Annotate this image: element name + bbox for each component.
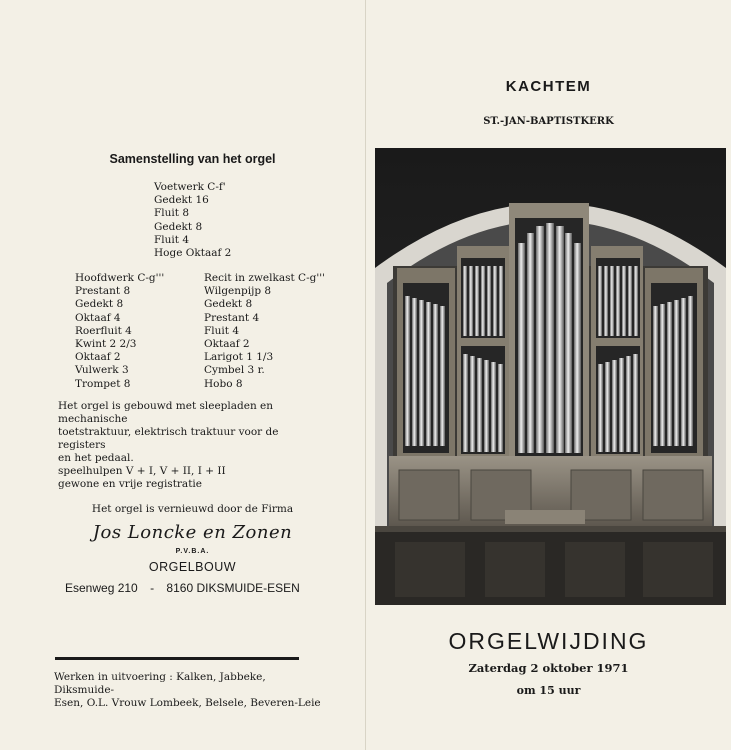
firma-address bbox=[65, 581, 300, 595]
stop-line: Hobo 8 bbox=[204, 377, 243, 390]
stop-line: Voetwerk C-f' bbox=[154, 181, 226, 193]
stop-line: Fluit 8 bbox=[154, 207, 190, 220]
organ-composition-heading: Samenstelling van het orgel bbox=[109, 152, 276, 166]
stop-line: Oktaaf 4 bbox=[75, 311, 121, 324]
pipes-left bbox=[403, 283, 449, 453]
stop-line: Fluit 4 bbox=[204, 324, 240, 337]
address-city: 8160 DIKSMUIDE-ESEN bbox=[166, 581, 300, 595]
firma-name: Jos Loncke en Zonen bbox=[92, 522, 293, 543]
note-line: en het pedaal. bbox=[58, 452, 134, 464]
note-line: toetstraktuur, elektrisch traktuur voor de registers bbox=[58, 426, 279, 451]
church-name: ST.-JAN-BAPTISTKERK bbox=[483, 116, 614, 127]
stop-line: Fluit 4 bbox=[154, 233, 190, 246]
note-line: speelhulpen V + I, V + II, I + II bbox=[58, 465, 226, 477]
stop-line: Hoge Oktaaf 2 bbox=[154, 247, 232, 260]
werken-line: Werken in uitvoering : Kalken, Jabbeke, Diksmuide- bbox=[54, 671, 266, 696]
note-line: Het orgel is gebouwd met sleepladen en mechanische bbox=[58, 400, 274, 425]
stop-line: Prestant 8 bbox=[75, 285, 131, 298]
stop-line: Oktaaf 2 bbox=[75, 351, 121, 364]
divider-rule bbox=[55, 657, 299, 660]
left-panel bbox=[0, 0, 365, 750]
pipes-right bbox=[651, 283, 697, 453]
werken-in-uitvoering bbox=[54, 671, 324, 710]
right-panel bbox=[366, 0, 731, 750]
werken-line: Esen, O.L. Vrouw Lombeek, Belsele, Beveren-Leie bbox=[54, 697, 321, 709]
stop-line: Recit in zwelkast C-g''' bbox=[204, 272, 325, 284]
stop-line: Gedekt 8 bbox=[75, 298, 124, 311]
place-title: KACHTEM bbox=[505, 78, 592, 95]
stop-line: Roerfluit 4 bbox=[75, 324, 132, 337]
pipes-inner-left bbox=[461, 258, 505, 454]
organ-notes bbox=[58, 400, 328, 491]
event-date: Zaterdag 2 oktober 1971 bbox=[468, 661, 629, 675]
pipes-center bbox=[515, 218, 583, 456]
firma-intro: Het orgel is vernieuwd door de Firma bbox=[91, 503, 294, 515]
pedaal-stops bbox=[154, 181, 231, 260]
address-street: Esenweg 210 bbox=[65, 581, 138, 595]
organ-illustration bbox=[375, 148, 726, 605]
stop-line: Gedekt 16 bbox=[154, 194, 209, 207]
orgelbouw-label: ORGELBOUW bbox=[148, 560, 237, 574]
stop-line: Wilgenpijp 8 bbox=[204, 285, 272, 298]
recit-stops bbox=[204, 272, 325, 391]
stop-line: Cymbel 3 r. bbox=[204, 364, 265, 377]
stop-line: Oktaaf 2 bbox=[204, 338, 250, 351]
note-line: gewone en vrije registratie bbox=[58, 478, 202, 490]
stop-line: Trompet 8 bbox=[75, 377, 131, 390]
address-separator: - bbox=[150, 581, 155, 595]
stop-line: Vulwerk 3 bbox=[75, 364, 129, 377]
stop-line: Gedekt 8 bbox=[154, 220, 203, 233]
stop-line: Kwint 2 2/3 bbox=[75, 338, 137, 351]
stop-line: Gedekt 8 bbox=[204, 298, 253, 311]
pipes-inner-right bbox=[596, 258, 640, 454]
stop-line: Hoofdwerk C-g''' bbox=[75, 272, 165, 284]
organ-photo bbox=[375, 148, 726, 605]
pvba-label: P.V.B.A. bbox=[175, 548, 210, 555]
stop-line: Larigot 1 1/3 bbox=[204, 351, 274, 364]
event-time: om 15 uur bbox=[516, 684, 581, 697]
hoofdwerk-stops bbox=[75, 272, 164, 391]
stop-line: Prestant 4 bbox=[204, 311, 260, 324]
event-title: ORGELWIJDING bbox=[448, 628, 649, 654]
